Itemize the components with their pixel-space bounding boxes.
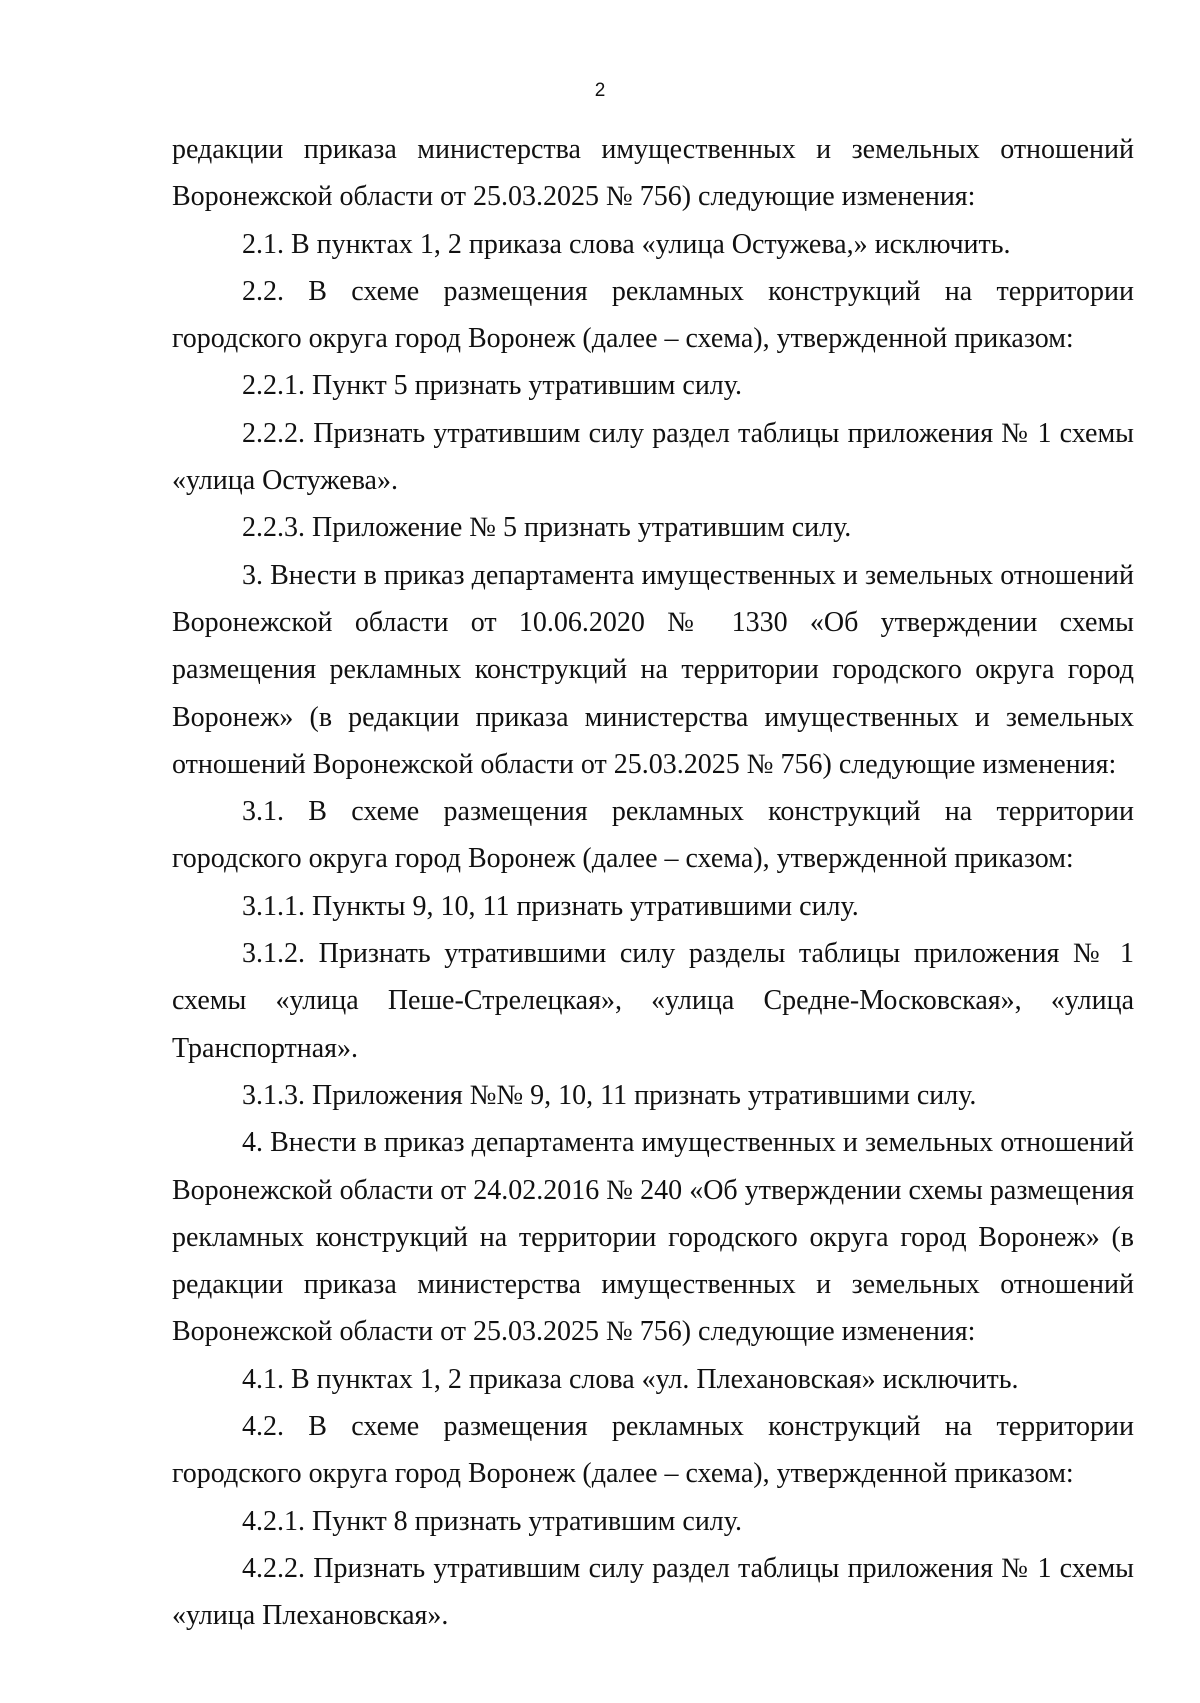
paragraph: 3.1.1. Пункты 9, 10, 11 признать утратившими силу. bbox=[242, 890, 859, 922]
paragraph: 2.2. В схеме размещения рекламных конструкций на территории городского округа город Воронеж (далее – схема), утвержденной приказом: bbox=[172, 275, 1134, 355]
paragraph: 2.2.1. Пункт 5 признать утратившим силу. bbox=[242, 370, 742, 402]
page-number: 2 bbox=[594, 80, 606, 101]
paragraph: 4.2. В схеме размещения рекламных конструкций на территории городского округа город Воронеж (далее – схема), утвержденной приказом: bbox=[172, 1411, 1134, 1490]
paragraph: 4.2.1. Пункт 8 признать утратившим силу. bbox=[242, 1505, 742, 1537]
paragraph: редакции приказа министерства имущественных и земельных отношений Воронежской области от 25.03.2025 № 756) следующие изменения: bbox=[172, 134, 1134, 213]
paragraph: 2.1. В пунктах 1, 2 приказа слова «улица Остужева,» исключить. bbox=[242, 228, 1011, 260]
paragraph: 3.1.2. Признать утратившими силу разделы таблицы приложения № 1 схемы «улица Пеше-Стрелецкая», «улица Средне-Московская», «улица Транспортная». bbox=[172, 938, 1134, 1064]
paragraph: 2.2.2. Признать утратившим силу раздел таблицы приложения № 1 схемы «улица Остужева». bbox=[172, 417, 1134, 497]
paragraph: 4. Внести в приказ департамента имущественных и земельных отношений Воронежской области от 24.02.2016 № 240 «Об утверждении схемы размещения рекламных конструкций на территории городского округа город Воронеж» (в редакции приказа министерства имущественных и земельных отношений Воронежской области от 25.03.2025 № 756) следующие изменения: bbox=[172, 1127, 1134, 1348]
document-body bbox=[172, 126, 1134, 1640]
paragraph: 3.1.3. Приложения №№ 9, 10, 11 признать утратившими силу. bbox=[242, 1079, 977, 1111]
paragraph: 3. Внести в приказ департамента имущественных и земельных отношений Воронежской области от 10.06.2020 № 1330 «Об утверждении схемы размещения рекламных конструкций на территории городского округа город Воронеж» (в редакции приказа министерства имущественных и земельных отношений Воронежской области от 25.03.2025 № 756) следующие изменения: bbox=[172, 559, 1134, 780]
paragraph: 3.1. В схеме размещения рекламных конструкций на территории городского округа город Воронеж (далее – схема), утвержденной приказом: bbox=[172, 796, 1134, 875]
paragraph: 4.2.2. Признать утратившим силу раздел таблицы приложения № 1 схемы «улица Плехановская». bbox=[172, 1552, 1134, 1632]
paragraph: 4.1. В пунктах 1, 2 приказа слова «ул. Плехановская» исключить. bbox=[242, 1363, 1019, 1395]
paragraph: 2.2.3. Приложение № 5 признать утратившим силу. bbox=[242, 512, 852, 544]
